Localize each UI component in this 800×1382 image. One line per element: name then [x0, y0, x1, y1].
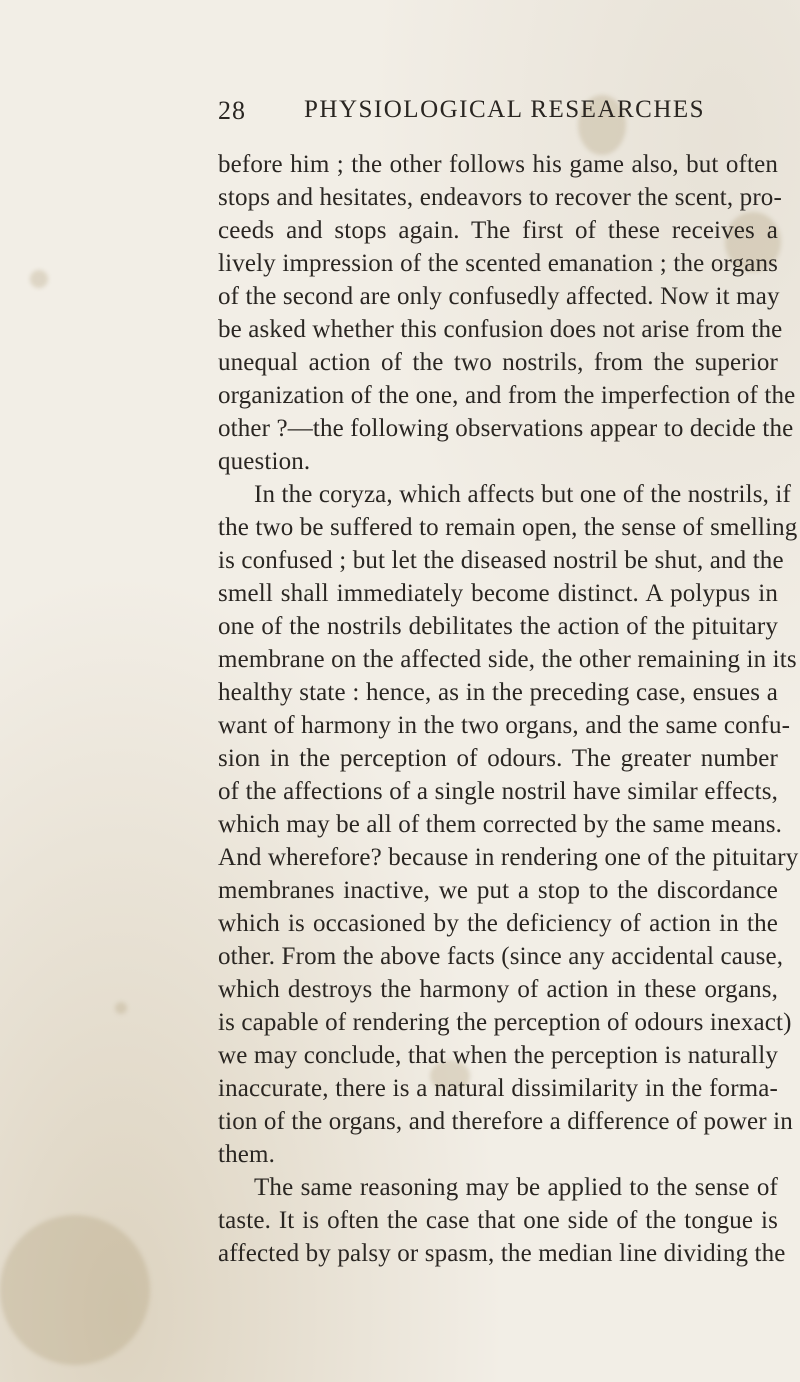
text-line: organization of the one, and from the imperfection of the [218, 382, 796, 409]
text-line: the two be suffered to remain open, the sense of smelling [218, 514, 798, 541]
text-line: unequal action of the two nostrils, from the superior [218, 349, 778, 376]
text-line: tion of the organs, and therefore a difference of power in [218, 1108, 793, 1135]
text-line: healthy state : hence, as in the preceding case, ensues a [218, 679, 778, 706]
text-line: them. [218, 1141, 275, 1168]
text-line: And wherefore? because in rendering one of the pituitary [218, 844, 799, 871]
text-line: is capable of rendering the perception of odours inexact) [218, 1009, 792, 1036]
text-line: question. [218, 448, 311, 475]
text-line: of the affections of a single nostril have similar effects, [218, 778, 778, 805]
text-line: inaccurate, there is a natural dissimilarity in the forma- [218, 1075, 778, 1102]
text-line: we may conclude, that when the perception is naturally [218, 1042, 778, 1069]
page-number: 28 [218, 96, 246, 125]
text-line: membrane on the affected side, the other remaining in its [218, 646, 797, 673]
text-line: of the second are only confusedly affected. Now it may [218, 283, 780, 310]
paper-stain [30, 270, 48, 288]
text-line: taste. It is often the case that one side of the tongue is [218, 1207, 778, 1234]
paper-stain [115, 1002, 127, 1014]
text-line: smell shall immediately become distinct. A polypus in [218, 580, 778, 607]
paper-stain [0, 1215, 150, 1365]
text-line: other ?—the following observations appear to decide the [218, 415, 794, 442]
text-line: ceeds and stops again. The first of these receives a [218, 217, 778, 244]
text-line: The same reasoning may be applied to the sense of [254, 1174, 778, 1201]
text-line: which destroys the harmony of action in these organs, [218, 976, 778, 1003]
text-line: other. From the above facts (since any accidental cause, [218, 943, 784, 970]
text-line: which may be all of them corrected by the same means. [218, 811, 782, 838]
text-line: stops and hesitates, endeavors to recover the scent, pro- [218, 184, 782, 211]
text-line: before him ; the other follows his game also, but often [218, 151, 778, 178]
text-line: be asked whether this confusion does not arise from the [218, 316, 783, 343]
text-line: sion in the perception of odours. The greater number [218, 745, 778, 772]
text-line: is confused ; but let the diseased nostril be shut, and the [218, 547, 784, 574]
text-line: membranes inactive, we put a stop to the discordance [218, 877, 778, 904]
text-line: In the coryza, which affects but one of the nostrils, if [254, 481, 791, 508]
text-line: affected by palsy or spasm, the median line dividing the [218, 1240, 786, 1267]
text-line: lively impression of the scented emanation ; the organs [218, 250, 778, 277]
running-title: PHYSIOLOGICAL RESEARCHES [304, 96, 706, 123]
text-line: which is occasioned by the deficiency of action in the [218, 910, 778, 937]
page-header [218, 96, 778, 130]
text-line: one of the nostrils debilitates the action of the pituitary [218, 613, 778, 640]
text-line: want of harmony in the two organs, and the same confu- [218, 712, 791, 739]
